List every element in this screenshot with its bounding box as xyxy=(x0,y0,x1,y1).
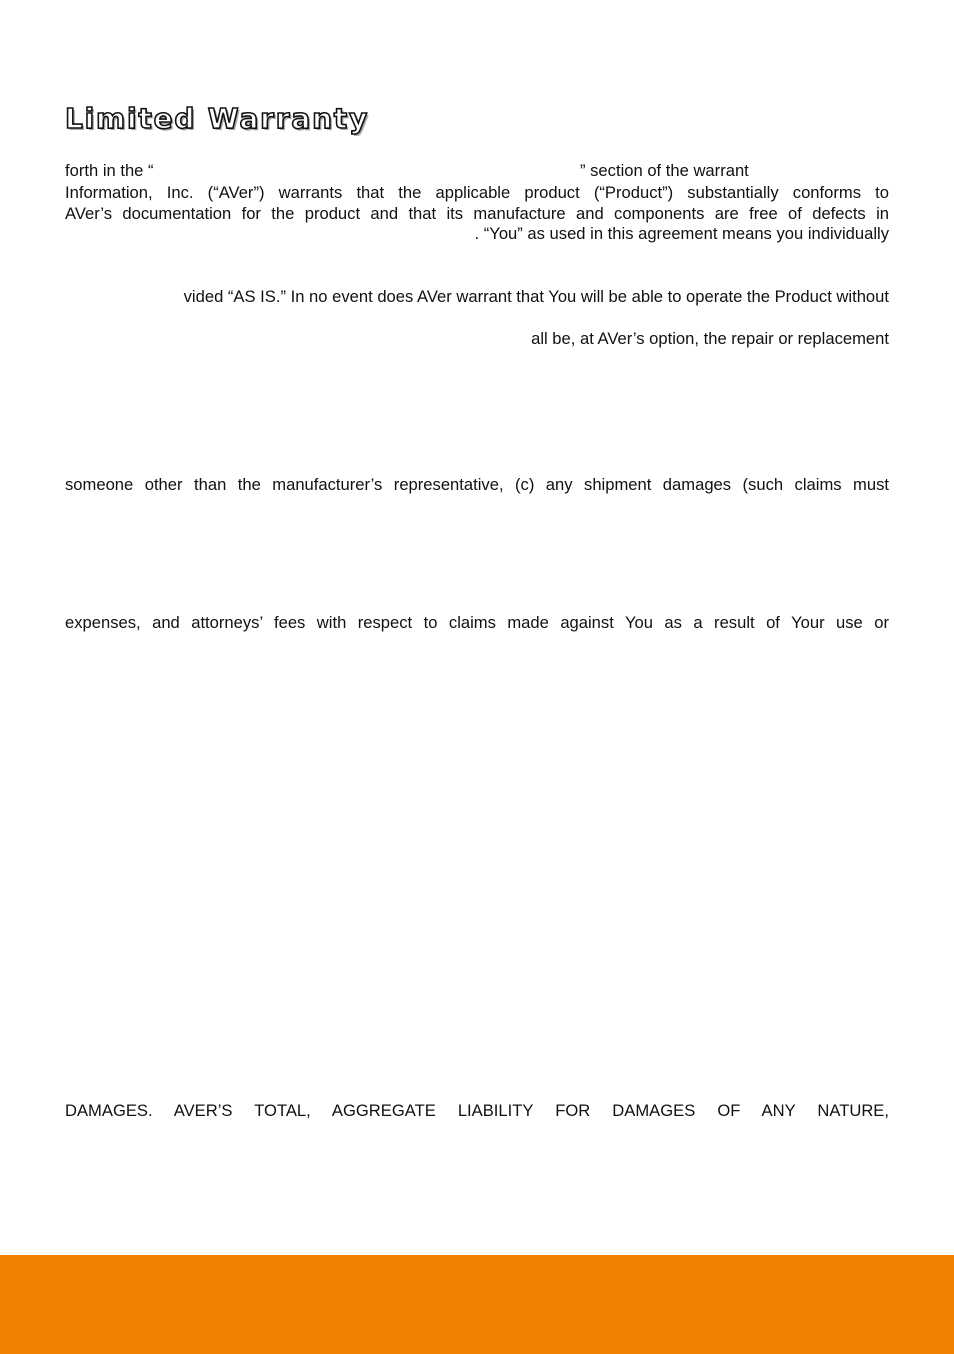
body-line-3: AVer’s documentation for the product and that its manufacture and components are free of defects in xyxy=(65,204,889,223)
body-line-1-end: ” section of the warrant xyxy=(580,161,749,180)
footer-bar xyxy=(0,1255,954,1354)
body-line-4: . “You” as used in this agreement means you individually xyxy=(474,224,889,243)
body-line-5: vided “AS IS.” In no event does AVer warrant that You will be able to operate the Product without xyxy=(183,287,889,306)
body-line-9: DAMAGES. AVER’S TOTAL, AGGREGATE LIABILITY FOR DAMAGES OF ANY NATURE, xyxy=(65,1101,889,1120)
body-line-7: someone other than the manufacturer’s representative, (c) any shipment damages (such claims must xyxy=(65,475,889,494)
body-line-8: expenses, and attorneys’ fees with respect to claims made against You as a result of Your use or xyxy=(65,613,889,632)
body-line-6: all be, at AVer’s option, the repair or replacement xyxy=(531,329,889,348)
body-line-1-start: forth in the “ xyxy=(65,161,154,180)
body-line-2: Information, Inc. (“AVer”) warrants that the applicable product (“Product”) substantially conforms to xyxy=(65,183,889,202)
page-title: Limited Warranty xyxy=(65,102,370,135)
